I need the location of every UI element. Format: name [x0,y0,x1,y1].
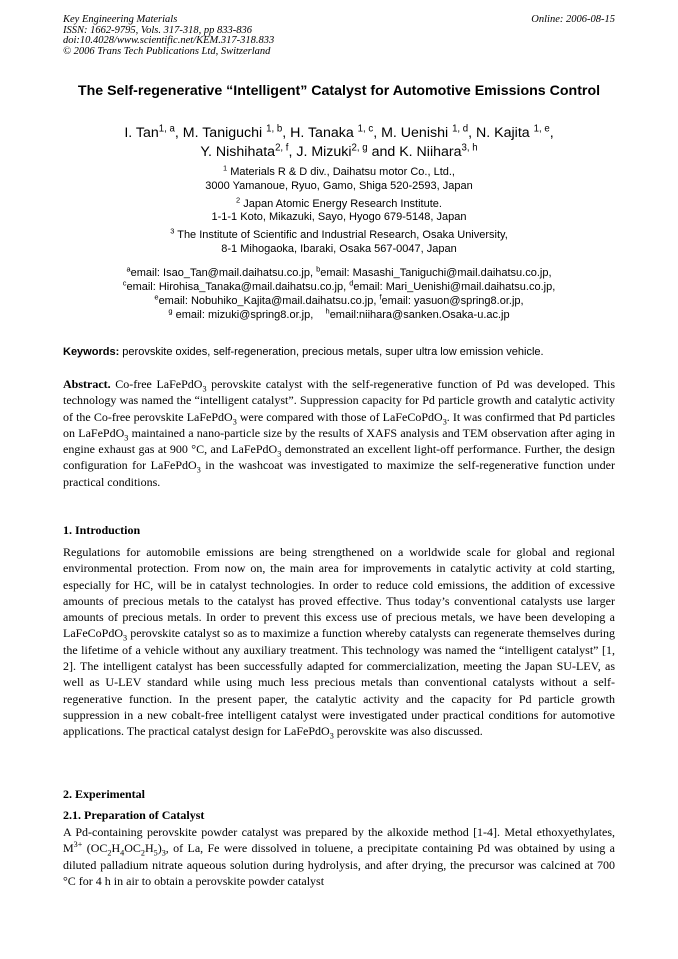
affiliation-address: 3000 Yamanoue, Ryuo, Gamo, Shiga 520-2593, Japan [205,179,473,192]
email-mark: h [325,306,330,316]
subscript: 2 [107,848,112,858]
email-f[interactable]: email: yasuon@spring8.or.jp, [381,294,524,307]
abstract-text: maintained a nano-particle size by the results of XAFS analysis and TEM observation after aging in engine exhaust gas at 900 °C, and LaFePdO [63,425,616,457]
author-line-1 [63,124,615,143]
abstract-text: perovskite catalyst with the self-regenerative function of Pd was developed. This technology was named the “intelligent catalyst”. Suppression capacity for Pd particle growth and catalytic activity of the Co-free perovskite LaFePdO [63,377,616,424]
subscript: 3 [232,416,237,426]
subscript: 3 [161,848,166,858]
email-mark: d [349,278,354,288]
affiliation-1 [63,163,615,193]
section-heading-introduction: 1. Introduction [63,523,141,537]
body-text: H [144,841,154,856]
journal-name: Key Engineering Materials [63,14,178,25]
body-text: H [111,841,121,856]
abstract-label: Abstract. [63,377,111,391]
affiliation-number: 1 [223,163,228,173]
subscript: 3 [123,633,128,643]
keywords-text: perovskite oxides, self-regeneration, precious metals, super ultra low emission vehicle. [119,346,544,358]
author-name: N. Kajita [476,125,534,141]
author-sep: and [367,144,400,160]
preparation-paragraph [63,824,615,889]
author-affil-mark: 3, h [461,142,478,154]
affiliation-2 [63,195,615,225]
subscript: 4 [120,848,125,858]
body-text: , of La, Fe were dissolved in toluene, a precipitate containing Pd was obtained by using a diluted palladium nitrate aqueous solution during hydrolysis, and after drying, the precursor was calcined at 700 °C for 4 h in air to obtain a perovskite powder catalyst [63,841,616,888]
affiliation-address: 1-1-1 Koto, Mikazuki, Sayo, Hyogo 679-5148, Japan [211,211,467,224]
author-affil-mark: 1, c [357,123,374,135]
keywords-label: Keywords: [63,346,120,358]
author-name: Y. Nishihata [200,144,276,160]
body-text: Regulations for automobile emissions are being strengthened on a worldwide scale for global and regional environmental protection. From now on, the main area for improvements in catalytic activity at cold starting, especially for HC, will be in catalyst technologies. In order to reduce cold emissions, the addition of excessive amounts of precious metals to the catalyst has proved effective. Thus today’s conventional catalysts use larger amounts of precious metals. In order to prevent this excess use of precious metals, we have been developing a LaFeCoPdO [63,545,615,641]
abstract-text: demonstrated an excellent light-off performance. Further, the design configuration for LaFePdO [63,442,615,473]
paper-title: The Self-regenerative “Intelligent” Catalyst for Automotive Emissions Control [77,83,601,99]
affiliation-line: Materials R & D div., Daihatsu motor Co., Ltd., [230,166,455,178]
author-sep: , [174,125,183,141]
author-name: K. Niihara [399,144,462,160]
subscript: 3 [196,465,201,475]
author-affil-mark: 2, f [275,142,289,154]
author-sep: , [373,125,382,141]
email-h[interactable]: email:niihara@sanken.Osaka-u.ac.jp [329,308,510,321]
introduction-paragraph [63,544,615,740]
email-mark: e [154,292,159,302]
copyright-line: © 2006 Trans Tech Publications Ltd, Switzerland [63,45,271,57]
email-mark: c [122,278,127,288]
affiliation-number: 2 [236,195,241,205]
author-sep: , [288,144,297,160]
author-name: J. Mizuki [296,144,352,160]
body-text: perovskite catalyst so as to maximize a function whereby catalysts can regenerate themselves during the lifetime of a vehicle without any auxiliary treatment. This technology was named the “intelligent catalyst” [1, 2]. The intelligent catalyst has been successfully adapted for commercialization, meeting the Japan SU-LEV, as well as U-LEV standard while using much less precious metals than conventional catalysts without a self-regenerative function. In the present paper, the catalytic activity and the capacity for Pd particle growth suppression in a new cobalt-free intelligent catalyst were investigated under practical conditions for automotive applications. The practical catalyst design for LaFePdO [63,626,615,739]
affiliations [63,163,615,261]
email-block [63,264,615,323]
email-d[interactable]: email: Mari_Uenishi@mail.daihatsu.co.jp, [353,280,556,293]
email-a[interactable]: email: Isao_Tan@mail.daihatsu.co.jp, [130,267,317,279]
subscript: 3 [124,433,129,443]
abstract [63,376,615,490]
email-b[interactable]: email: Masashi_Taniguchi@mail.daihatsu.co.jp, [320,267,552,279]
body-text: ) [157,841,162,856]
author-list [63,124,615,162]
issn-line: ISSN: 1662-9795, Vols. 317-318, pp 833-836 [63,24,252,36]
author-name: M. Taniguchi [182,125,267,141]
subscript: 3 [277,449,282,459]
affiliation-3 [63,226,615,256]
superscript: 3+ [73,840,83,850]
author-affil-mark: 1, d [452,123,469,135]
author-name: M. Uenishi [381,125,453,141]
affiliation-line: Japan Atomic Energy Research Institute. [243,197,442,210]
author-name: I. Tan [124,125,159,141]
author-line-2 [63,143,615,162]
body-text: perovskite was also discussed. [333,724,483,739]
affiliation-number: 3 [170,226,175,236]
body-text: (OC [82,841,108,856]
email-mark: f [379,292,382,302]
subsection-heading-preparation: 2.1. Preparation of Catalyst [63,808,205,822]
doi-line: doi:10.4028/www.scientific.net/KEM.317-318.833 [63,35,275,47]
journal-header [63,15,274,57]
subscript: 3 [329,731,334,741]
subscript: 3 [202,384,207,394]
abstract-text: . It was confirmed that Pd particles on LaFePdO [63,409,615,440]
subscript: 2 [140,848,145,858]
online-date: Online: 2006-08-15 [531,14,615,25]
abstract-text: were compared with those of LaFeCoPdO [236,409,443,424]
email-e[interactable]: email: Nobuhiko_Kajita@mail.daihatsu.co.jp, [158,294,380,307]
keywords [63,345,615,359]
email-mark: a [126,264,131,274]
author-affil-mark: 1, e [533,123,550,135]
affiliation-address: 8-1 Mihogaoka, Ibaraki, Osaka 567-0047, Japan [221,242,457,255]
abstract-text: in the washcoat was investigated to maximize the self-regenerative function under practical conditions. [63,458,616,489]
abstract-text: Co-free LaFePdO [110,377,203,391]
email-mark: b [316,264,321,274]
email-g[interactable]: email: mizuki@spring8.or.jp, [172,308,326,321]
subscript: 3 [442,416,447,426]
body-text: OC [124,841,141,856]
author-sep: , [468,125,477,141]
subscript: 5 [153,848,158,858]
author-sep: , [549,125,554,141]
email-c[interactable]: email: Hirohisa_Tanaka@mail.daihatsu.co.jp, [126,280,350,293]
author-name: H. Tanaka [290,125,358,141]
author-affil-mark: 1, a [158,123,175,135]
body-text: A Pd-containing perovskite powder catalyst was prepared by the alkoxide method [1-4]. Metal ethoxyethylates, M [63,825,615,856]
email-mark: g [168,306,173,316]
section-heading-experimental: 2. Experimental [63,787,145,801]
author-affil-mark: 1, b [266,123,283,135]
affiliation-line: The Institute of Scientific and Industrial Research, Osaka University, [177,229,508,242]
author-sep: , [282,125,291,141]
author-affil-mark: 2, g [351,142,368,154]
